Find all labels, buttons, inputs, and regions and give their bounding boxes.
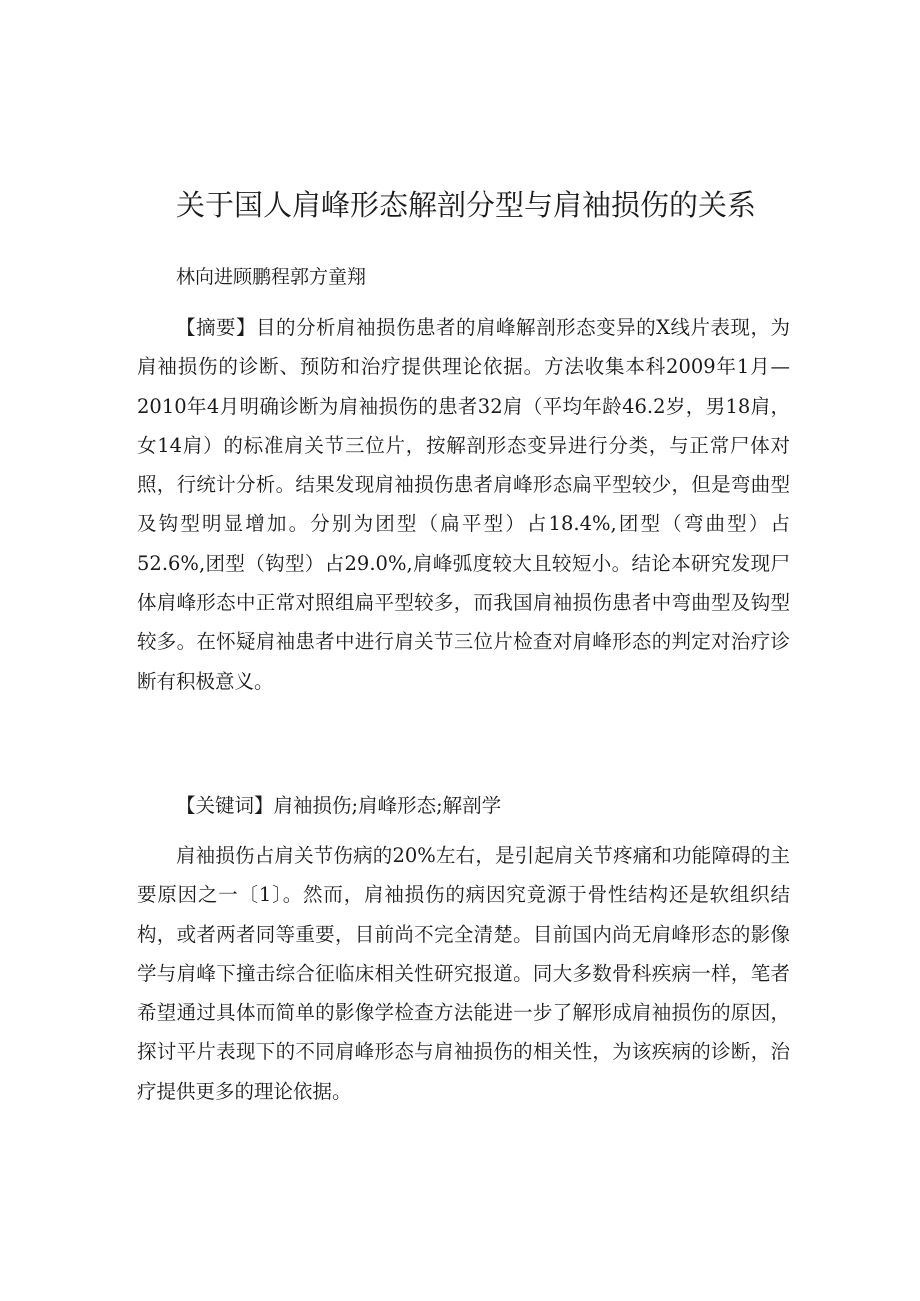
author-line: 林向进顾鹏程郭方童翔 — [176, 266, 367, 288]
abstract-paragraph: 【摘要】目的分析肩袖损伤患者的肩峰解剖形态变异的X线片表现，为肩袖损伤的诊断、预防和治疗提供理论依据。方法收集本科2009年1月—2010年4月明确诊断为肩袖损伤的患者32肩（平均年龄46.2岁，男18肩，女14肩）的标准肩关节三位片，按解剖形态变异进行分类，与正常尸体对照，行统计分析。结果发现肩袖损伤患者肩峰形态扁平型较少，但是弯曲型及钩型明显增加。分别为团型（扁平型）占18.4%,团型（弯曲型）占52.6%,团型（钩型）占29.0%,肩峰弧度较大且较短小。结论本研究发现尸体肩峰形态中正常对照组扁平型较多，而我国肩袖损伤患者中弯曲型及钩型较多。在怀疑肩袖患者中进行肩关节三位片检查对肩峰形态的判定对治疗诊断有积极意义。 — [137, 316, 790, 693]
body-paragraph: 肩袖损伤占肩关节伤病的20%左右，是引起肩关节疼痛和功能障碍的主要原因之一〔1〕。然而，肩袖损伤的病因究竟源于骨性结构还是软组织结构，或者两者同等重要，目前尚不完全清楚。目前国内尚无肩峰形态的影像学与肩峰下撞击综合征临床相关性研究报道。同大多数骨科疾病一样，笔者希望通过具体而简单的影像学检查方法能进一步了解形成肩袖损伤的原因，探讨平片表现下的不同肩峰形态与肩袖损伤的相关性，为该疾病的诊断，治疗提供更多的理论依据。 — [137, 844, 790, 1103]
document-title: 关于国人肩峰形态解剖分型与肩袖损伤的关系 — [176, 188, 757, 222]
keywords-paragraph: 【关键词】肩袖损伤;肩峰形态;解剖学 — [176, 794, 502, 817]
